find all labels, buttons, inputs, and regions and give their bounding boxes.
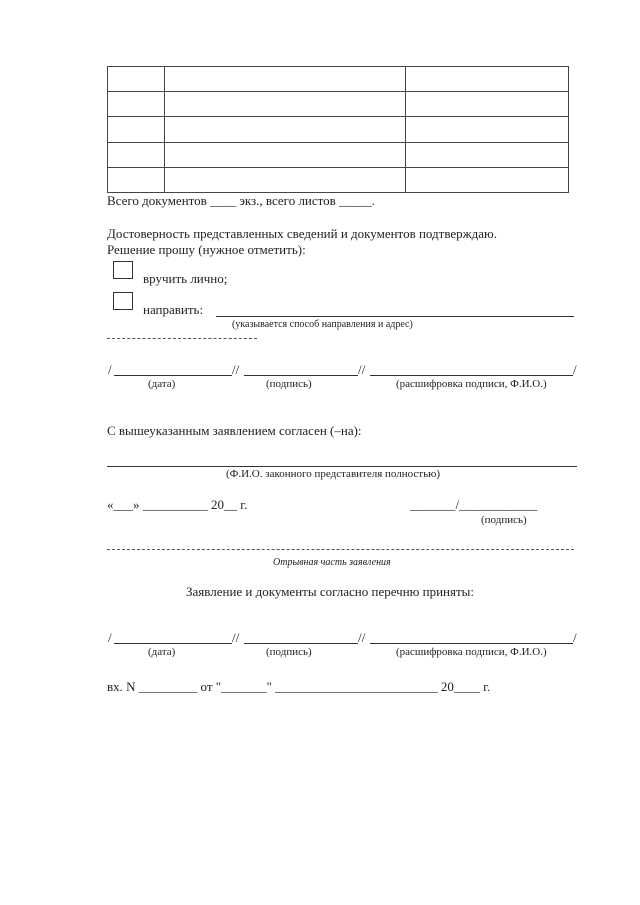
sig2-slash-1: / xyxy=(108,630,112,645)
table-row xyxy=(108,67,569,92)
totals-line xyxy=(107,193,375,209)
send-checkbox[interactable] xyxy=(113,292,133,310)
send-address-field[interactable] xyxy=(216,316,574,317)
address-continuation-line xyxy=(107,338,257,339)
decision-text: Решение прошу (нужное отметить): xyxy=(107,242,306,257)
sig1-name-field[interactable] xyxy=(370,375,573,376)
sig2-signature-field[interactable] xyxy=(244,643,358,644)
incoming-line xyxy=(107,679,490,695)
incoming-prefix: вх. N xyxy=(107,679,136,694)
totals-prefix: Всего документов xyxy=(107,193,207,208)
sig1-date-field[interactable] xyxy=(114,375,232,376)
sig1-signature-label: (подпись) xyxy=(266,378,312,390)
incoming-from: от " xyxy=(200,679,222,694)
sig1-signature-field[interactable] xyxy=(244,375,358,376)
representative-name-field[interactable] xyxy=(107,466,577,467)
incoming-day-blank[interactable]: _______ xyxy=(221,679,267,694)
sig1-date-label: (дата) xyxy=(148,378,176,390)
confirmation-text: Достоверность представленных сведений и документов подтверждаю. xyxy=(107,226,497,241)
sheets-count-blank[interactable]: _____. xyxy=(339,193,375,208)
sig2-slash-4: / xyxy=(573,630,577,645)
table-row xyxy=(108,142,569,167)
sig2-name-label: (расшифровка подписи, Ф.И.О.) xyxy=(396,646,547,658)
deliver-checkbox[interactable] xyxy=(113,261,133,279)
consent-signature-blank[interactable]: _______/____________ xyxy=(410,497,538,512)
send-label: направить: xyxy=(143,302,204,317)
sig2-slash-2: // xyxy=(232,630,240,645)
accepted-text: Заявление и документы согласно перечню приняты: xyxy=(186,584,475,599)
incoming-year[interactable]: 20____ г. xyxy=(440,679,491,694)
documents-count-blank[interactable]: ____ xyxy=(210,193,237,208)
incoming-month-blank[interactable]: _________________________ xyxy=(275,679,438,694)
sig2-date-label: (дата) xyxy=(148,646,176,658)
sig2-name-field[interactable] xyxy=(370,643,573,644)
consent-signature-label: (подпись) xyxy=(481,514,527,526)
consent-date[interactable]: «___» __________ 20__ г. xyxy=(107,497,248,512)
table-row xyxy=(108,92,569,117)
tear-off-label: Отрывная часть заявления xyxy=(273,557,391,568)
totals-middle: экз., всего листов xyxy=(239,193,336,208)
incoming-number-blank[interactable]: _________ xyxy=(138,679,198,694)
send-hint: (указывается способ направления и адрес) xyxy=(232,319,413,330)
incoming-quote: " xyxy=(266,679,272,694)
table-row xyxy=(108,167,569,192)
consent-text: С вышеуказанным заявлением согласен (–на): xyxy=(107,423,362,438)
documents-table xyxy=(107,66,569,193)
sig2-date-field[interactable] xyxy=(114,643,232,644)
tear-off-line xyxy=(107,549,574,550)
sig1-name-label: (расшифровка подписи, Ф.И.О.) xyxy=(396,378,547,390)
sig1-slash-1: / xyxy=(108,362,112,377)
table-row xyxy=(108,117,569,142)
sig1-slash-2: // xyxy=(232,362,240,377)
representative-hint: (Ф.И.О. законного представителя полностью) xyxy=(226,468,440,480)
sig2-slash-3: // xyxy=(358,630,366,645)
sig1-slash-4: / xyxy=(573,362,577,377)
deliver-label: вручить лично; xyxy=(143,271,228,286)
sig1-slash-3: // xyxy=(358,362,366,377)
sig2-signature-label: (подпись) xyxy=(266,646,312,658)
